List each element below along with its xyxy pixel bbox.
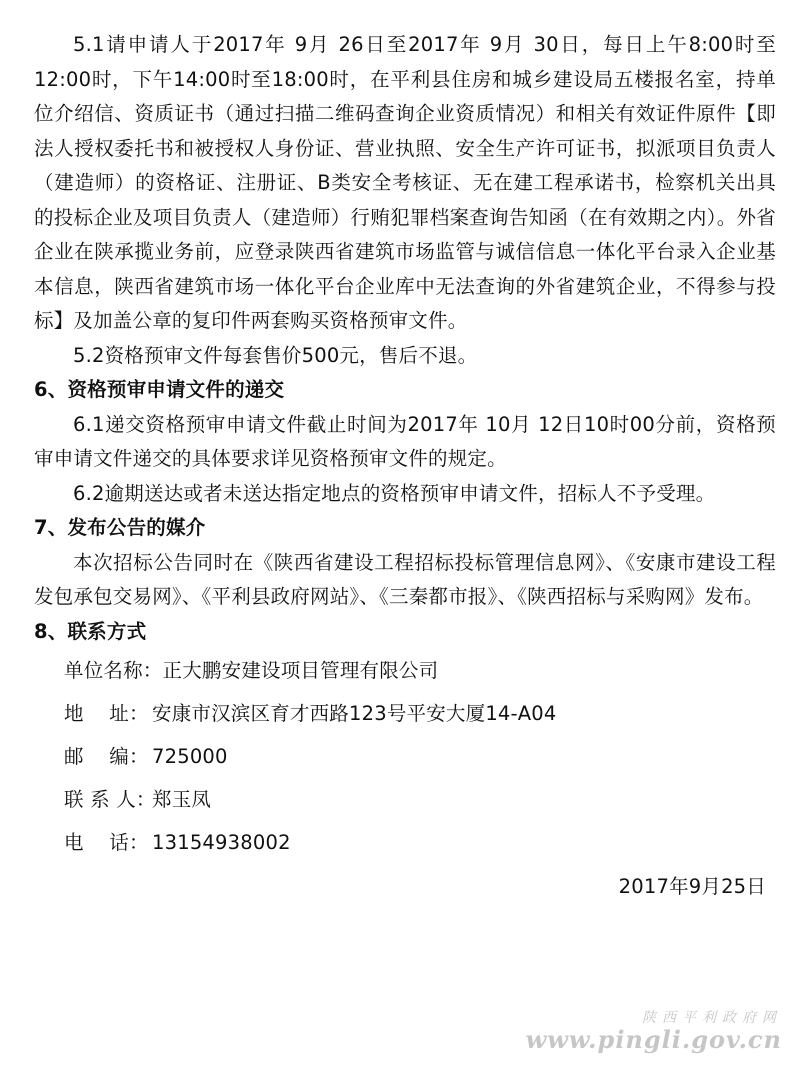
paragraph-5-1: 5.1请申请人于2017年 9月 26日至2017年 9月 30日，每日上午8:00时至 12:00时，下午14:00时至18:00时，在平利县住房和城乡建设局五楼报名室，持单位介绍信、资质证书（通过扫描二维码查询企业资质情况）和相关有效证件原件【即法人授权委托书和被授权人身份证、营业执照、安全生产许可证书，拟派项目负责人（建造师）的资格证、注册证、B类安全考核证、无在建工程承诺书，检察机关出具的投标企业及项目负责人（建造师）行贿犯罪档案查询告知函（在有效期之内）。外省企业在陕承揽业务前，应登录陕西省建筑市场监管与诚信信息一体化平台录入企业基本信息，陕西省建筑市场一体化平台企业库中无法查询的外省建筑企业，不得参与投标】及加盖公章的复印件两套购买资格预审文件。 — [34, 33, 776, 332]
contact-address-label: 地 址： — [64, 702, 149, 725]
contact-person-label: 联 系 人： — [64, 788, 156, 811]
watermark-url: www.pingli.gov.cn — [525, 1025, 782, 1054]
contact-address-row — [34, 692, 776, 735]
watermark-site-name: 陕西平利政府网 — [642, 1010, 782, 1026]
contact-postcode-value: 725000 — [152, 745, 228, 768]
contact-phone-row — [34, 821, 776, 864]
contact-address-value: 安康市汉滨区育才西路123号平安大厦14-A04 — [152, 702, 557, 725]
contact-unit-label: 单位名称： — [64, 659, 163, 682]
contact-phone-value: 13154938002 — [152, 831, 291, 854]
paragraph-7-body: 本次招标公告同时在《陕西省建设工程招标投标管理信息网》、《安康市建设工程发包承包交易网》、《平利县政府网站》、《三秦都市报》、《陕西招标与采购网》发布。 — [34, 550, 776, 608]
paragraph-6-1: 6.1递交资格预审申请文件截止时间为2017年 10月 12日10时00分前，资格预审申请文件递交的具体要求详见资格预审文件的规定。 — [34, 412, 776, 470]
contact-postcode-row — [34, 735, 776, 778]
contact-postcode-label: 邮 编： — [64, 745, 149, 768]
document-date: 2017年9月25日 — [618, 875, 766, 898]
contact-unit-row — [34, 649, 776, 692]
contact-phone-label: 电 话： — [64, 831, 149, 854]
paragraph-5-2: 5.2资格预审文件每套售价500元，售后不退。 — [73, 343, 478, 367]
contact-unit-value: 正大鹏安建设项目管理有限公司 — [162, 659, 439, 682]
site-watermark — [526, 1009, 782, 1053]
heading-section-8: 8、联系方式 — [34, 619, 147, 643]
paragraph-6-2: 6.2逾期送达或者未送达指定地点的资格预审申请文件，招标人不予受理。 — [73, 481, 716, 505]
contact-person-value: 郑玉凤 — [152, 788, 212, 811]
heading-section-6: 6、资格预审申请文件的递交 — [34, 378, 285, 401]
heading-section-7: 7、发布公告的媒介 — [34, 516, 206, 539]
document-body — [34, 28, 776, 905]
contact-person-row — [34, 778, 776, 821]
contact-block — [34, 649, 776, 864]
